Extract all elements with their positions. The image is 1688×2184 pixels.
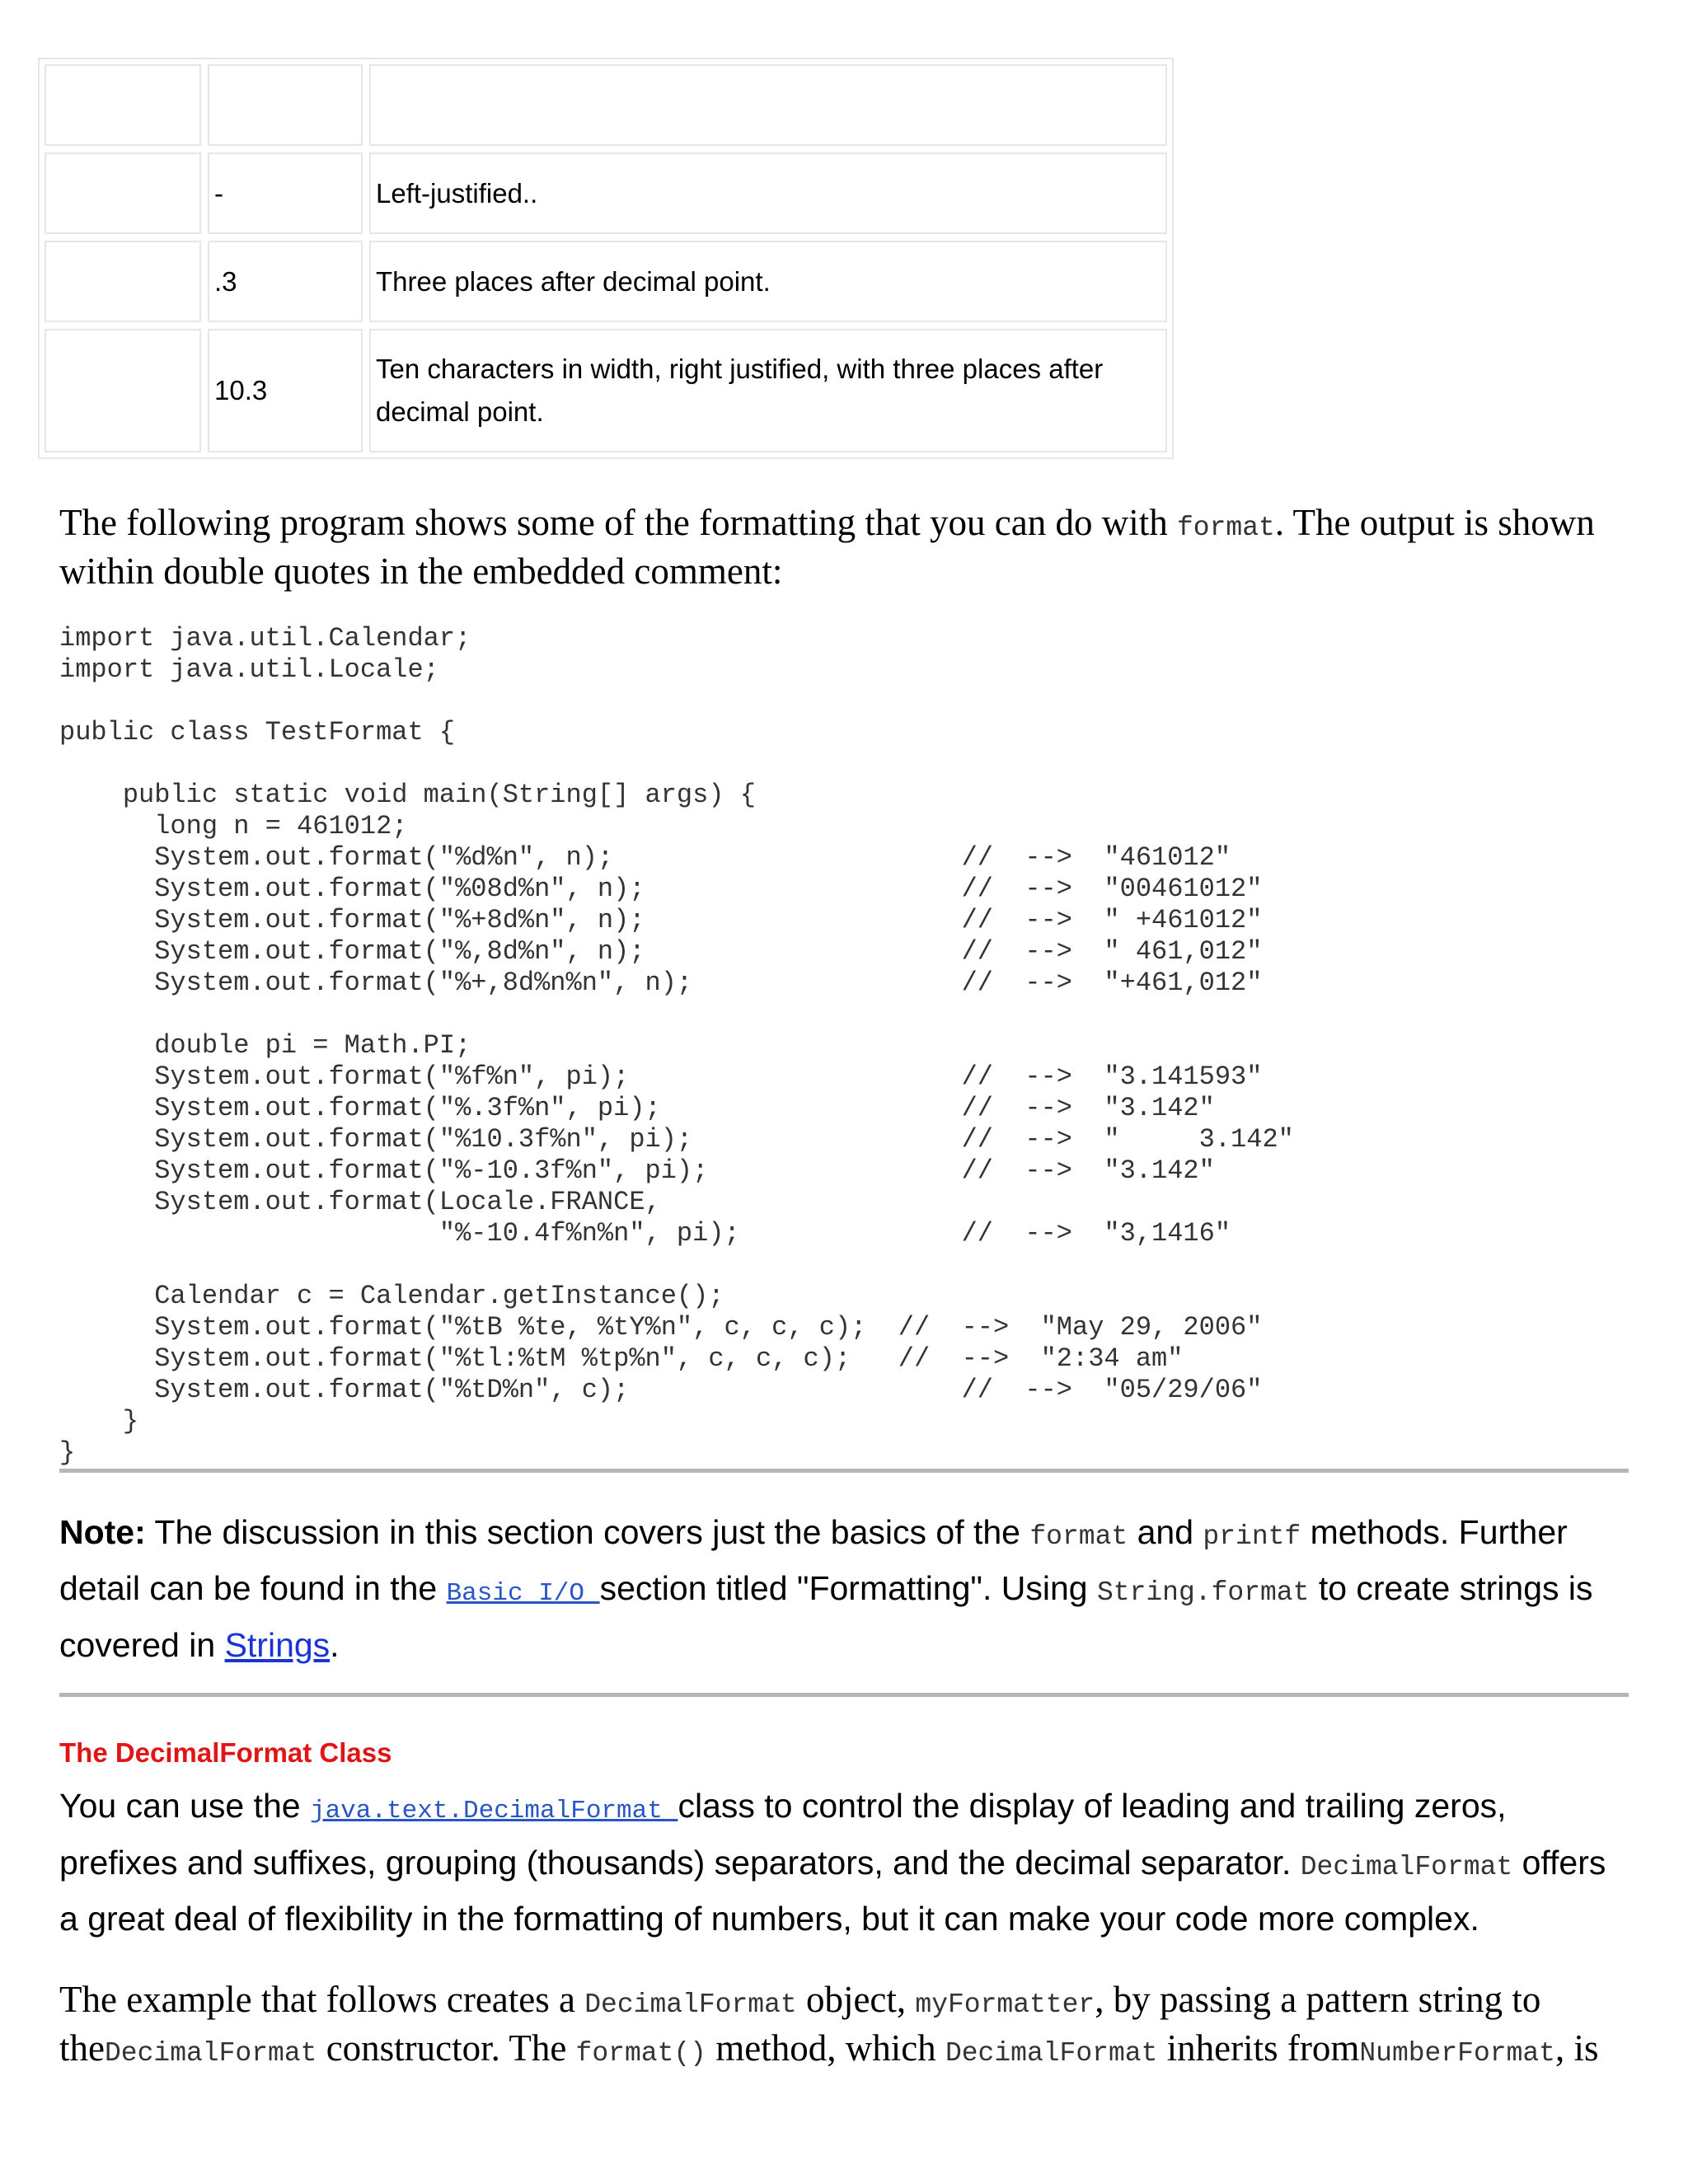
- table-cell: Three places after decimal point.: [369, 241, 1167, 322]
- intro-paragraph: [59, 501, 1625, 593]
- format-specifier-table: [38, 58, 1174, 459]
- horizontal-rule: [59, 1469, 1629, 1473]
- paragraph-text: constructor. The: [316, 2027, 576, 2069]
- table-row: [45, 329, 1167, 452]
- table-cell: [45, 152, 201, 234]
- table-cell: -: [208, 152, 363, 234]
- table-row: [45, 64, 1167, 146]
- paragraph-text: object,: [796, 1979, 916, 2020]
- paragraph-text: You can use the: [59, 1787, 310, 1825]
- decimalformat-paragraph: [59, 1780, 1634, 1945]
- note-text: to create strings is covered in: [59, 1569, 1593, 1664]
- inline-code: NumberFormat: [1359, 2038, 1555, 2069]
- paragraph-text: , by passing a pattern string to the: [59, 1979, 1541, 2069]
- table-cell: [45, 241, 201, 322]
- decimalformat-link[interactable]: java.text.DecimalFormat: [309, 1797, 678, 1825]
- note-label: Note:: [59, 1513, 146, 1551]
- note-text: The discussion in this section covers just the basics of the: [145, 1513, 1030, 1551]
- paragraph-text: class to control the display of leading and trailing zeros, prefixes and suffixes, grouping (thousands) separators, and the decimal separator.: [59, 1787, 1507, 1882]
- intro-text: . The output is shown within double quotes in the embedded comment:: [59, 502, 1595, 592]
- basic-io-link[interactable]: Basic I/O: [446, 1579, 600, 1608]
- note-text: methods. Further detail can be found in the: [59, 1513, 1568, 1607]
- note-text: and: [1128, 1513, 1203, 1551]
- strings-link[interactable]: Strings: [224, 1626, 331, 1664]
- paragraph-text: , is: [1554, 2027, 1599, 2069]
- table-cell: [45, 64, 201, 146]
- paragraph-text: The example that follows creates a: [59, 1979, 585, 2020]
- table-row: [45, 241, 1167, 322]
- inline-code: myFormatter: [915, 1990, 1095, 2020]
- inline-code: format(): [575, 2038, 706, 2069]
- inline-code: DecimalFormat: [104, 2038, 317, 2069]
- table-cell: [369, 64, 1167, 146]
- inline-code: DecimalFormat: [945, 2038, 1158, 2069]
- example-paragraph: [59, 1978, 1625, 2075]
- inline-code: format: [1029, 1521, 1128, 1552]
- inline-code: printf: [1203, 1521, 1301, 1552]
- table-cell: Left-justified..: [369, 152, 1167, 234]
- code-block: import java.util.Calendar; import java.util.Locale; public class TestFormat { public static void main(String[] args) { long n = 461012; System.out.format("%d%n", n); // --> "461012" System.out.format("%08d%n", n); // --> "00461012" System.out.format("%+8d%n", n); // --> " +461012" System.out.format("%,8d%n", n); // --> " 461,012" System.out.format("%+,8d%n%n", n); // --> "+461,012" double pi = Math.PI; System.out.format("%f%n", pi); // --> "3.141593" System.out.format("%.3f%n", pi); // --> "3.142" System.out.format("%10.3f%n", pi); // --> " 3.142" System.out.format("%-10.3f%n", pi); // --> "3.142" System.out.format(Locale.FRANCE, "%-10.4f%n%n", pi); // --> "3,1416" Calendar c = Calendar.getInstance(); System.out.format("%tB %te, %tY%n", c, c, c); // --> "May 29, 2006" System.out.format("%tl:%tM %tp%n", c, c, c); // --> "2:34 am" System.out.format("%tD%n", c); // --> "05/29/06" } }: [59, 623, 1294, 1468]
- intro-text: The following program shows some of the formatting that you can do with: [59, 502, 1177, 543]
- table-cell: [45, 329, 201, 452]
- paragraph-text: inherits from: [1157, 2027, 1360, 2069]
- table-row: [45, 152, 1167, 234]
- note-text: section titled "Formatting". Using: [599, 1569, 1097, 1607]
- section-heading: The DecimalFormat Class: [59, 1737, 392, 1768]
- paragraph-text: offers a great deal of flexibility in the formatting of numbers, but it can make your code more complex.: [59, 1844, 1606, 1938]
- table-cell: 10.3: [208, 329, 363, 452]
- inline-code: format: [1177, 513, 1275, 543]
- inline-code: String.format: [1096, 1577, 1310, 1608]
- table-cell: .3: [208, 241, 363, 322]
- note-text: .: [330, 1626, 340, 1664]
- table-cell: [208, 64, 363, 146]
- note-paragraph: [59, 1507, 1634, 1671]
- table-cell: Ten characters in width, right justified, with three places after decimal point.: [369, 329, 1167, 452]
- paragraph-text: method, which: [706, 2027, 945, 2069]
- inline-code: DecimalFormat: [1300, 1852, 1513, 1882]
- inline-code: DecimalFormat: [584, 1990, 797, 2020]
- horizontal-rule: [59, 1693, 1629, 1697]
